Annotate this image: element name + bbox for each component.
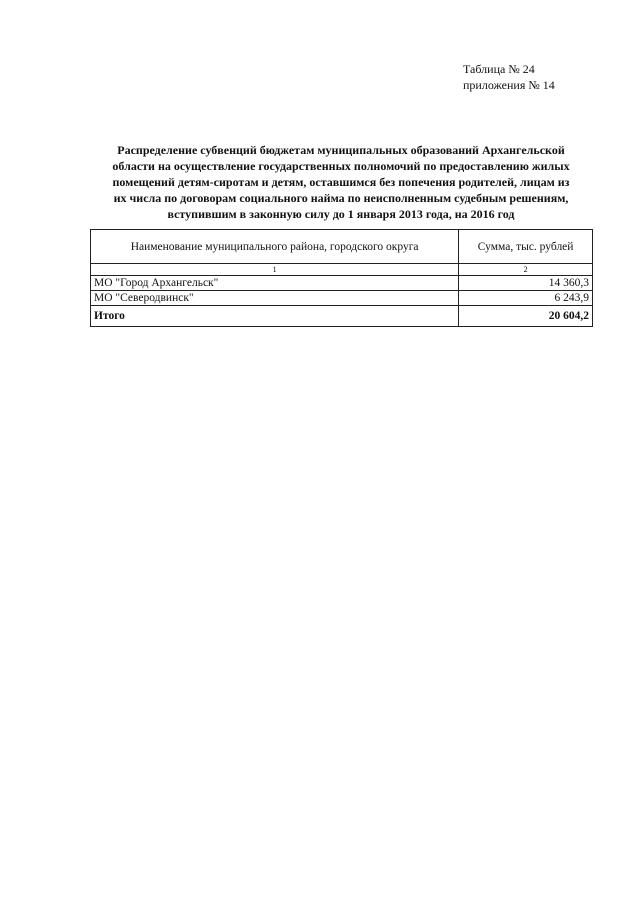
document-reference — [463, 61, 555, 93]
total-label: Итого — [91, 306, 459, 327]
appendix-number: приложения № 14 — [463, 78, 555, 92]
municipality-name: МО "Город Архангельск" — [91, 276, 459, 291]
table-header-row — [91, 230, 593, 264]
table-row — [91, 276, 593, 291]
title-line: области на осуществление государственных полномочий по предоставлению жилых — [112, 159, 570, 173]
column-number-row — [91, 264, 593, 276]
column-number: 2 — [459, 264, 593, 276]
title-line: помещений детям-сиротам и детям, оставшимся без попечения родителей, лицам из — [112, 175, 570, 189]
total-row — [91, 306, 593, 327]
municipality-name: МО "Северодвинск" — [91, 291, 459, 306]
title-line: их числа по договорам социального найма по неисполненным судебным решениям, — [113, 191, 569, 205]
subsidy-amount: 14 360,3 — [459, 276, 593, 291]
table-row — [91, 291, 593, 306]
column-number: 1 — [91, 264, 459, 276]
total-amount: 20 604,2 — [459, 306, 593, 327]
column-header-municipality: Наименование муниципального района, городского округа — [91, 230, 459, 264]
table-number: Таблица № 24 — [463, 62, 535, 76]
subsidy-distribution-table — [90, 229, 593, 327]
title-line: Распределение субвенций бюджетам муниципальных образований Архангельской — [117, 143, 565, 157]
subsidy-amount: 6 243,9 — [459, 291, 593, 306]
title-line: вступившим в законную силу до 1 января 2013 года, на 2016 год — [167, 207, 515, 221]
column-header-amount: Сумма, тыс. рублей — [459, 230, 593, 264]
document-title — [86, 142, 596, 222]
